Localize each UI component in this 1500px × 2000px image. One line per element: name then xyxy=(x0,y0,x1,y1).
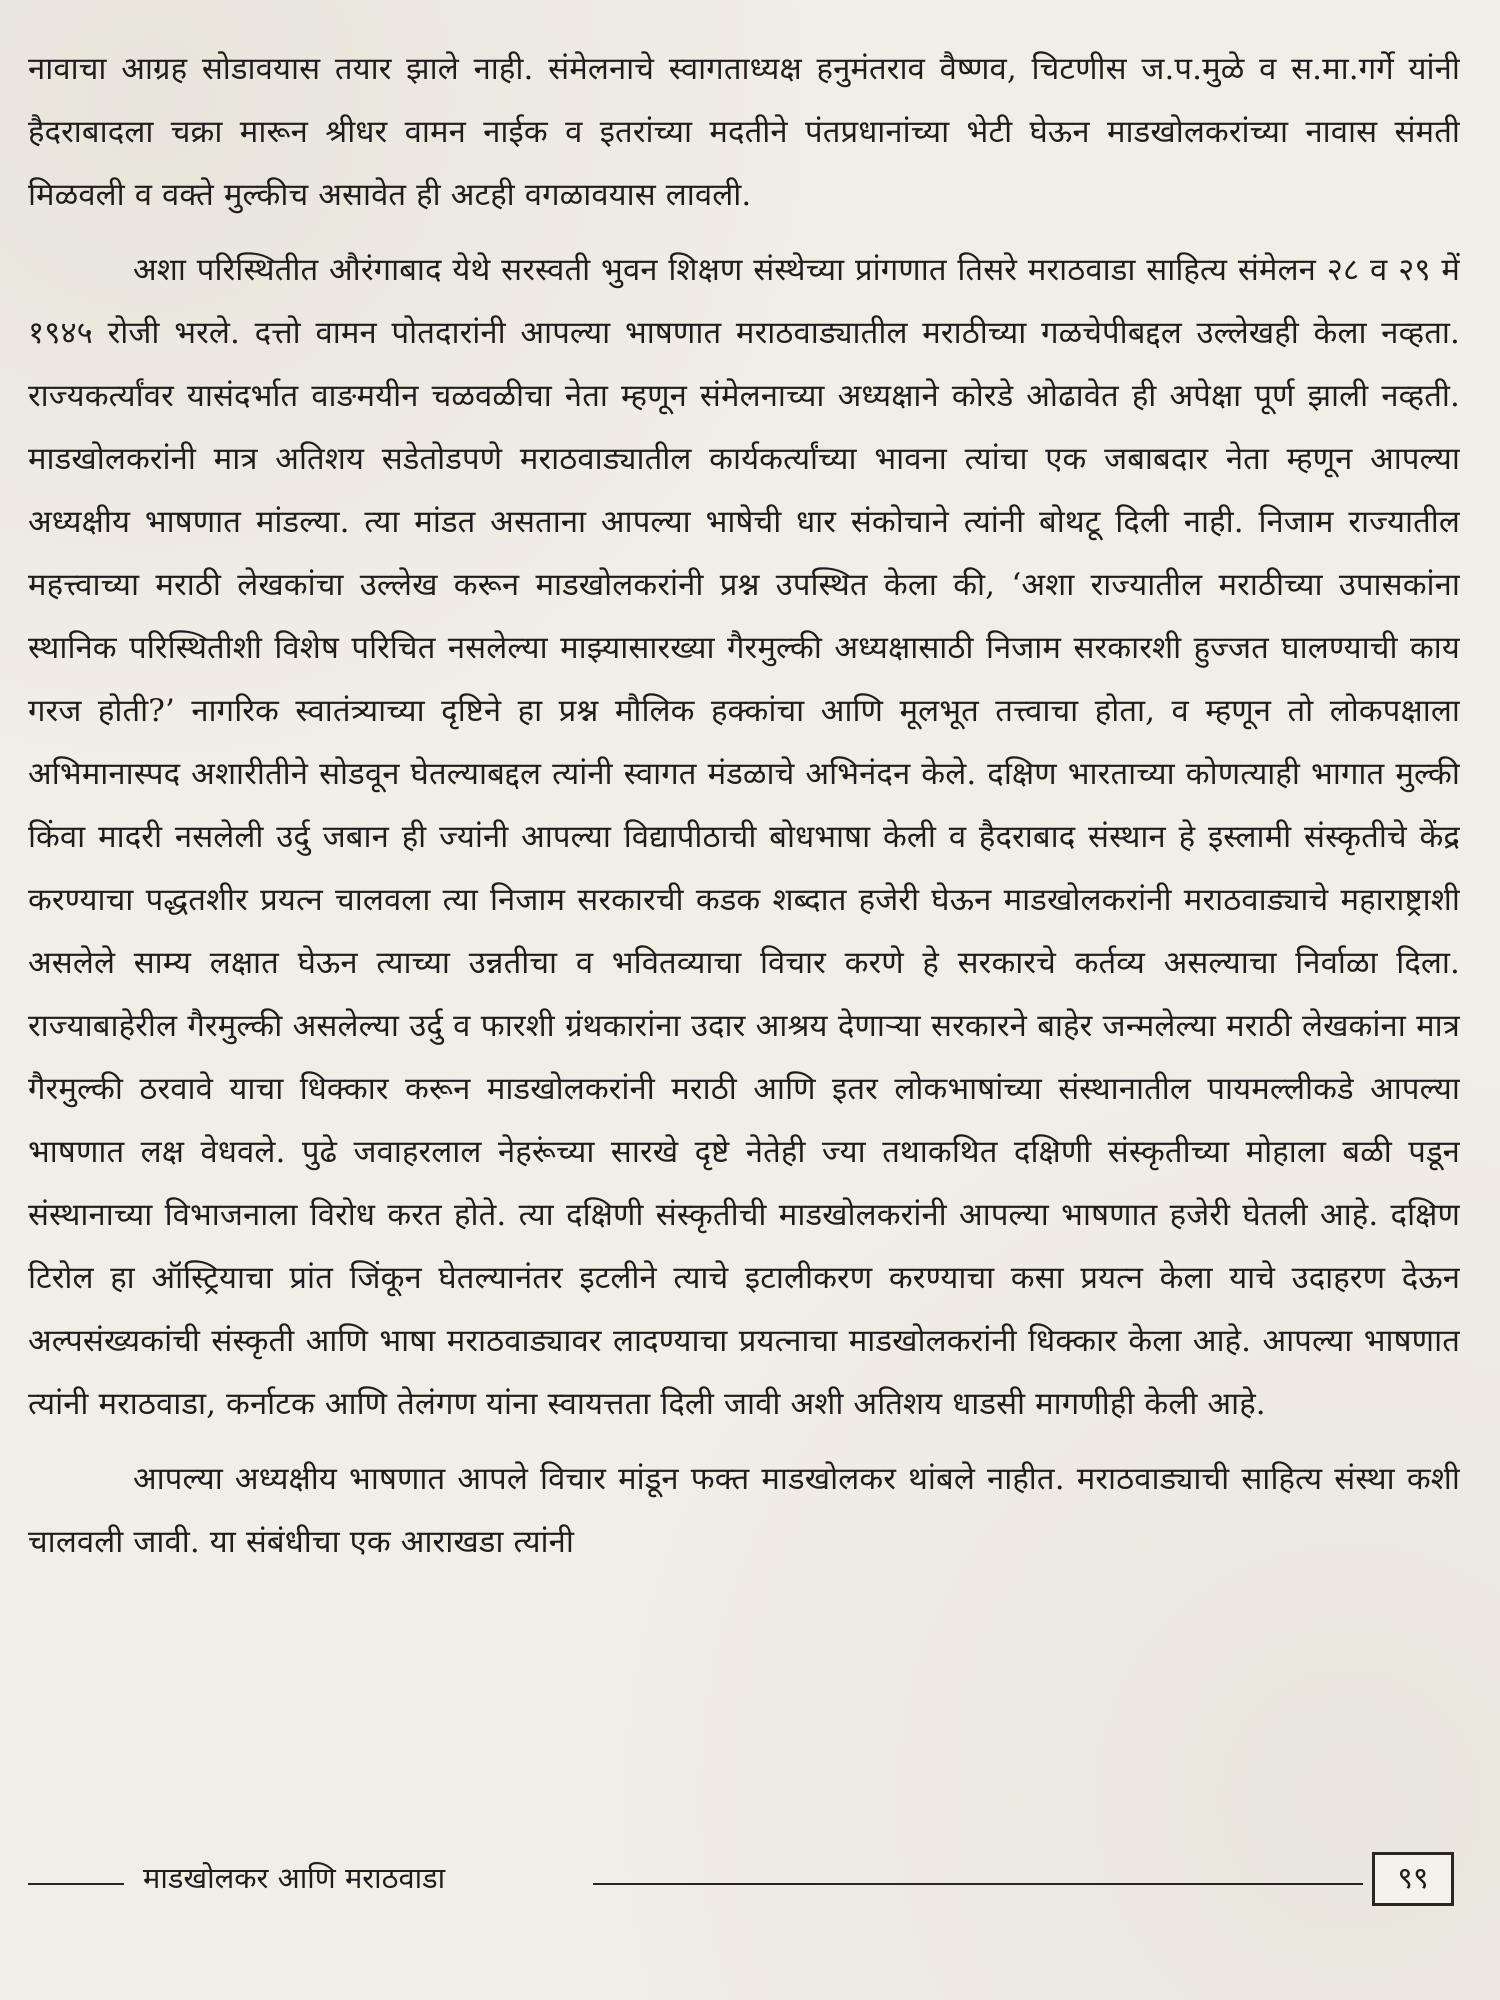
footer-rule-right xyxy=(593,1883,1363,1885)
footer-rule-left xyxy=(28,1883,124,1885)
paragraph-2: अशा परिस्थितीत औरंगाबाद येथे सरस्वती भुवन शिक्षण संस्थेच्या प्रांगणात तिसरे मराठवाडा साहित्य संमेलन २८ व २९ में १९४५ रोजी भरले. दत्तो वामन पोतदारांनी आपल्या भाषणात मराठवाड्यातील मराठीच्या गळचेपीबद्दल उल्लेखही केला नव्हता. राज्यकर्त्यांवर यासंदर्भात वाङमयीन चळवळीचा नेता म्हणून संमेलनाच्या अध्यक्षाने कोरडे ओढावेत ही अपेक्षा पूर्ण झाली नव्हती. माडखोलकरांनी मात्र अतिशय सडेतोडपणे मराठवाड्यातील कार्यकर्त्यांच्या भावना त्यांचा एक जबाबदार नेता म्हणून आपल्या अध्यक्षीय भाषणात मांडल्या. त्या मांडत असताना आपल्या भाषेची धार संकोचाने त्यांनी बोथटू दिली नाही. निजाम राज्यातील महत्त्वाच्या मराठी लेखकांचा उल्लेख करून माडखोलकरांनी प्रश्न उपस्थित केला की, ‘अशा राज्यातील मराठीच्या उपासकांना स्थानिक परिस्थितीशी विशेष परिचित नसलेल्या माझ्यासारख्या गैरमुल्की अध्यक्षासाठी निजाम सरकारशी हुज्जत घालण्याची काय गरज होती?’ नागरिक स्वातंत्र्याच्या दृष्टिने हा प्रश्न मौलिक हक्कांचा आणि मूलभूत तत्त्वाचा होता, व म्हणून तो लोकपक्षाला अभिमानास्पद अशारीतीने सोडवून घेतल्याबद्दल त्यांनी स्वागत मंडळाचे अभिनंदन केले. दक्षिण भारताच्या कोणत्याही भागात मुल्की किंवा मादरी नसलेली उर्दु जबान ही ज्यांनी आपल्या विद्यापीठाची बोधभाषा केली व हैदराबाद संस्थान हे इस्लामी संस्कृतीचे केंद्र करण्याचा पद्धतशीर प्रयत्न चालवला त्या निजाम सरकारची कडक शब्दात हजेरी घेऊन माडखोलकरांनी मराठवाड्याचे महाराष्ट्राशी असलेले साम्य लक्षात घेऊन त्याच्या उन्नतीचा व भवितव्याचा विचार करणे हे सरकारचे कर्तव्य असल्याचा निर्वाळा दिला. राज्याबाहेरील गैरमुल्की असलेल्या उर्दु व फारशी ग्रंथकारांना उदार आश्रय देणाऱ्या सरकारने बाहेर जन्मलेल्या मराठी लेखकांना मात्र गैरमुल्की ठरवावे याचा धिक्कार करून माडखोलकरांनी मराठी आणि इतर लोकभाषांच्या संस्थानातील पायमल्लीकडे आपल्या भाषणात लक्ष वेधवले. पुढे जवाहरलाल नेहरूंच्या सारखे दृष्टे नेतेही ज्या तथाकथित दक्षिणी संस्कृतीच्या मोहाला बळी पडून संस्थानाच्या विभाजनाला विरोध करत होते. त्या दक्षिणी संस्कृतीची माडखोलकरांनी आपल्या भाषणात हजेरी घेतली आहे. दक्षिण टिरोल हा ऑस्ट्रियाचा प्रांत जिंकून घेतल्यानंतर इटलीने त्याचे इटालीकरण करण्याचा कसा प्रयत्न केला याचे उदाहरण देऊन अल्पसंख्यकांची संस्कृती आणि भाषा मराठवाड्यावर लादण्याचा प्रयत्नाचा माडखोलकरांनी धिक्कार केला आहे. आपल्या भाषणात त्यांनी मराठवाडा, कर्नाटक आणि तेलंगण यांना स्वायत्तता दिली जावी अशी अतिशय धाडसी मागणीही केली आहे. xyxy=(28,252,1460,1422)
page-number: ९९ xyxy=(1397,1861,1429,1896)
page-footer xyxy=(28,1852,1460,1910)
page-body xyxy=(28,38,1460,1823)
page-number-box xyxy=(1372,1852,1454,1906)
footer-title: माडखोलकर आणि मराठवाडा xyxy=(143,1861,446,1895)
paragraph-3: आपल्या अध्यक्षीय भाषणात आपले विचार मांडून फक्त माडखोलकर थांबले नाहीत. मराठवाड्याची साहित्य संस्था कशी चालवली जावी. या संबंधीचा एक आराखडा त्यांनी xyxy=(28,1461,1460,1560)
paragraph-1: नावाचा आग्रह सोडावयास तयार झाले नाही. संमेलनाचे स्वागताध्यक्ष हनुमंतराव वैष्णव, चिटणीस ज.प.मुळे व स.मा.गर्गे यांनी हैदराबादला चक्रा मारून श्रीधर वामन नाईक व इतरांच्या मदतीने पंतप्रधानांच्या भेटी घेऊन माडखोलकरांच्या नावास संमती मिळवली व वक्ते मुल्कीच असावेत ही अटही वगळावयास लावली. xyxy=(28,51,1460,213)
